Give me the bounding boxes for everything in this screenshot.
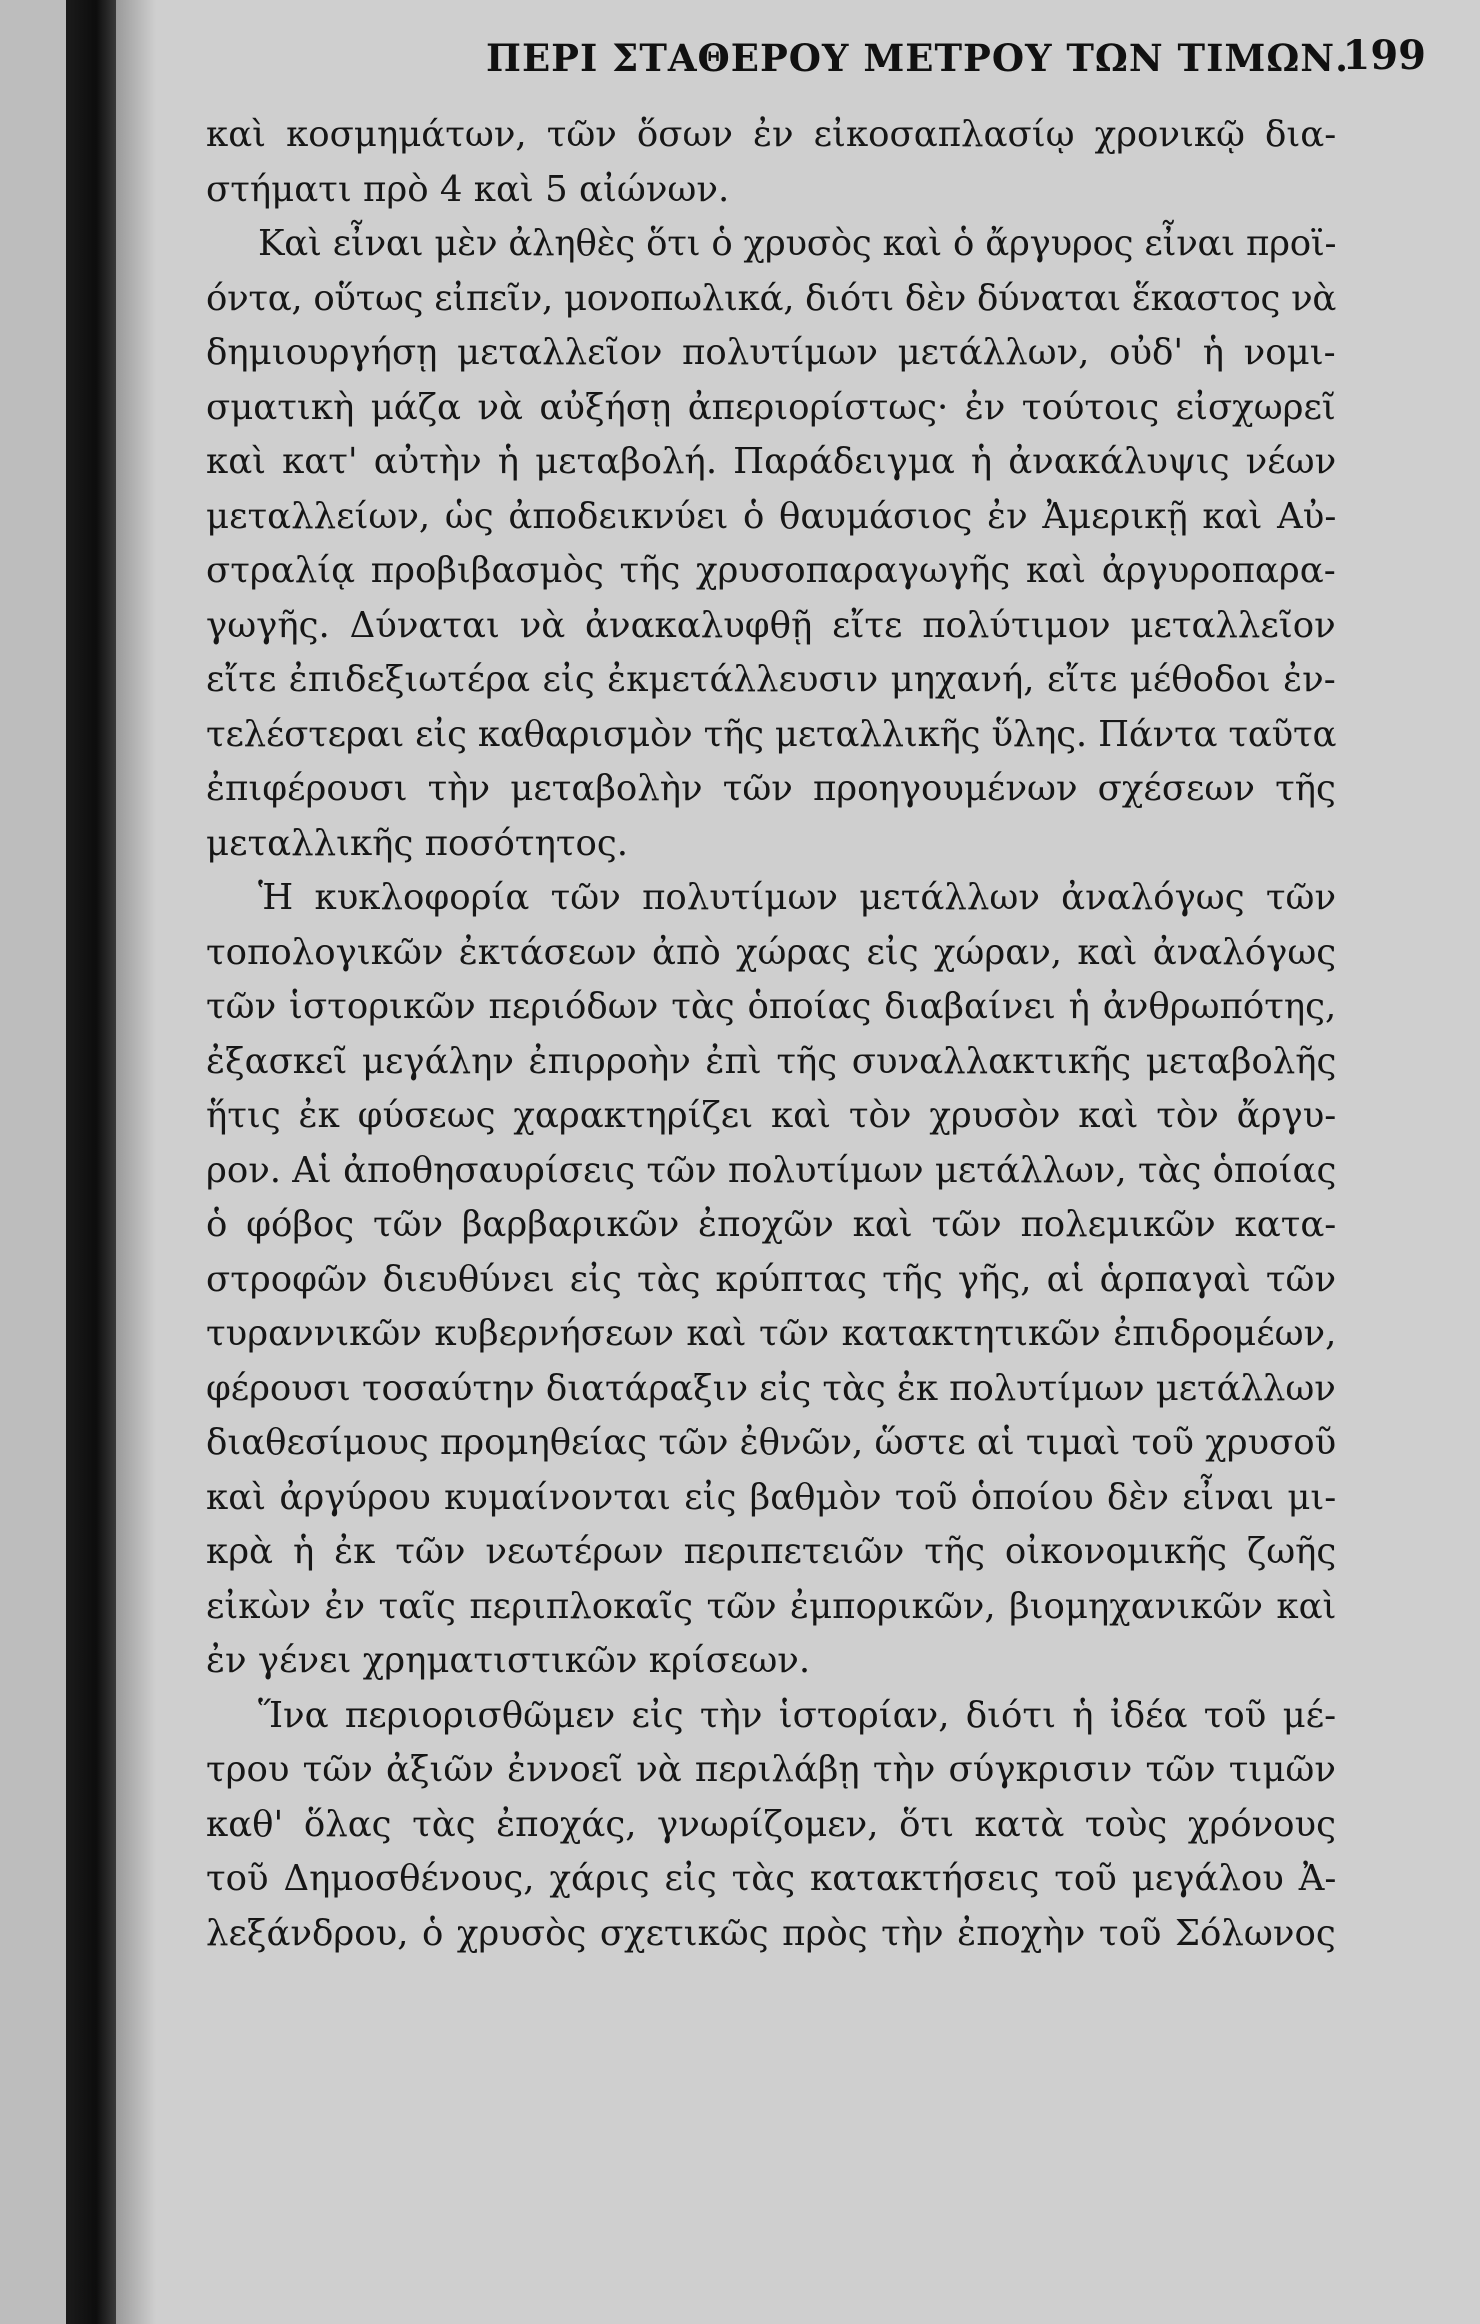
scan-left-margin bbox=[0, 0, 66, 2324]
text-line: τοῦ Δημοσθένους, χάρις εἰς τὰς κατακτήσεις τοῦ μεγάλου Ἀ- bbox=[206, 1858, 1336, 1899]
book-spine bbox=[66, 0, 116, 2324]
text-line: σματικὴ μάζα νὰ αὐξήσῃ ἀπεριορίστως· ἐν τούτοις εἰσχωρεῖ bbox=[206, 386, 1336, 428]
text-line: καθ' ὅλας τὰς ἐποχάς, γνωρίζομεν, ὅτι κατὰ τοὺς χρόνους bbox=[206, 1803, 1336, 1845]
text-line: Καὶ εἶναι μὲν ἀληθὲς ὅτι ὁ χρυσὸς καὶ ὁ ἄργυρος εἶναι προϊ- bbox=[258, 223, 1336, 264]
text-line: ἐξασκεῖ μεγάλην ἐπιρροὴν ἐπὶ τῆς συναλλακτικῆς μεταβολῆς bbox=[206, 1040, 1336, 1082]
text-line: ὁ φόβος τῶν βαρβαρικῶν ἐποχῶν καὶ τῶν πολεμικῶν κατα- bbox=[206, 1204, 1336, 1245]
text-line: τῶν ἱστορικῶν περιόδων τὰς ὁποίας διαβαίνει ἡ ἀνθρωπότης, bbox=[206, 986, 1336, 1027]
page-number: 199 bbox=[1342, 32, 1426, 79]
text-line: Ἡ κυκλοφορία τῶν πολυτίμων μετάλλων ἀναλόγως τῶν bbox=[258, 877, 1336, 918]
text-line: δημιουργήσῃ μεταλλεῖον πολυτίμων μετάλλων, οὐδ' ἡ νομι- bbox=[206, 332, 1336, 373]
running-header bbox=[200, 30, 1450, 86]
text-line: καὶ ἀργύρου κυμαίνονται εἰς βαθμὸν τοῦ ὁποίου δὲν εἶναι μι- bbox=[206, 1476, 1336, 1518]
book-page bbox=[116, 0, 1480, 2324]
text-line: ἥτις ἐκ φύσεως χαρακτηρίζει καὶ τὸν χρυσὸν καὶ τὸν ἄργυ- bbox=[206, 1095, 1336, 1136]
text-line: στροφῶν διευθύνει εἰς τὰς κρύπτας τῆς γῆς, αἱ ἁρπαγαὶ τῶν bbox=[206, 1258, 1336, 1300]
text-line: ἐπιφέρουσι τὴν μεταβολὴν τῶν προηγουμένων σχέσεων τῆς bbox=[206, 768, 1336, 809]
text-line: τελέστεραι εἰς καθαρισμὸν τῆς μεταλλικῆς ὕλης. Πάντα ταῦτα bbox=[206, 713, 1336, 755]
text-line: εἴτε ἐπιδεξιωτέρα εἰς ἐκμετάλλευσιν μηχανή, εἴτε μέθοδοι ἐν- bbox=[206, 659, 1336, 700]
text-line: στραλίᾳ προβιβασμὸς τῆς χρυσοπαραγωγῆς καὶ ἀργυροπαρα- bbox=[206, 550, 1336, 591]
running-title: ΠΕΡΙ ΣΤΑΘΕΡΟΥ ΜΕΤΡΟΥ ΤΩΝ ΤΙΜΩΝ. bbox=[486, 36, 1349, 80]
text-line: γωγῆς. Δύναται νὰ ἀνακαλυφθῇ εἴτε πολύτιμον μεταλλεῖον bbox=[206, 604, 1336, 646]
text-line: εἰκὼν ἐν ταῖς περιπλοκαῖς τῶν ἐμπορικῶν, βιομηχανικῶν καὶ bbox=[206, 1585, 1336, 1627]
text-line: φέρουσι τοσαύτην διατάραξιν εἰς τὰς ἐκ πολυτίμων μετάλλων bbox=[206, 1367, 1336, 1409]
text-line: μεταλλείων, ὡς ἀποδεικνύει ὁ θαυμάσιος ἐν Ἀμερικῇ καὶ Αὐ- bbox=[206, 495, 1336, 537]
text-line: καὶ κατ' αὐτὴν ἡ μεταβολή. Παράδειγμα ἡ ἀνακάλυψις νέων bbox=[206, 441, 1336, 482]
text-line: καὶ κοσμημάτων, τῶν ὅσων ἐν εἰκοσαπλασίῳ χρονικῷ δια- bbox=[206, 114, 1336, 155]
text-line: μεταλλικῆς ποσότητος. bbox=[206, 822, 629, 864]
text-line: λεξάνδρου, ὁ χρυσὸς σχετικῶς πρὸς τὴν ἐποχὴν τοῦ Σόλωνος bbox=[206, 1912, 1336, 1954]
text-line: Ἵνα περιορισθῶμεν εἰς τὴν ἱστορίαν, διότι ἡ ἰδέα τοῦ μέ- bbox=[258, 1694, 1336, 1736]
text-line: κρὰ ἡ ἐκ τῶν νεωτέρων περιπετειῶν τῆς οἰκονομικῆς ζωῆς bbox=[206, 1531, 1336, 1572]
text-line: στήματι πρὸ 4 καὶ 5 αἰώνων. bbox=[206, 168, 730, 210]
text-line: διαθεσίμους προμηθείας τῶν ἐθνῶν, ὥστε αἱ τιμαὶ τοῦ χρυσοῦ bbox=[206, 1422, 1336, 1463]
text-line: τοπολογικῶν ἐκτάσεων ἀπὸ χώρας εἰς χώραν, καὶ ἀναλόγως bbox=[206, 931, 1336, 973]
text-line: όντα, οὕτως εἰπεῖν, μονοπωλικά, διότι δὲν δύναται ἕκαστος νὰ bbox=[206, 277, 1336, 319]
body-text bbox=[206, 108, 1336, 1961]
text-line: τρου τῶν ἀξιῶν ἐννοεῖ νὰ περιλάβῃ τὴν σύγκρισιν τῶν τιμῶν bbox=[206, 1749, 1336, 1790]
text-line: τυραννικῶν κυβερνήσεων καὶ τῶν κατακτητικῶν ἐπιδρομέων, bbox=[206, 1313, 1336, 1354]
text-line: ρον. Αἱ ἀποθησαυρίσεις τῶν πολυτίμων μετάλλων, τὰς ὁποίας bbox=[206, 1149, 1336, 1191]
text-line: ἐν γένει χρηματιστικῶν κρίσεων. bbox=[206, 1640, 811, 1681]
